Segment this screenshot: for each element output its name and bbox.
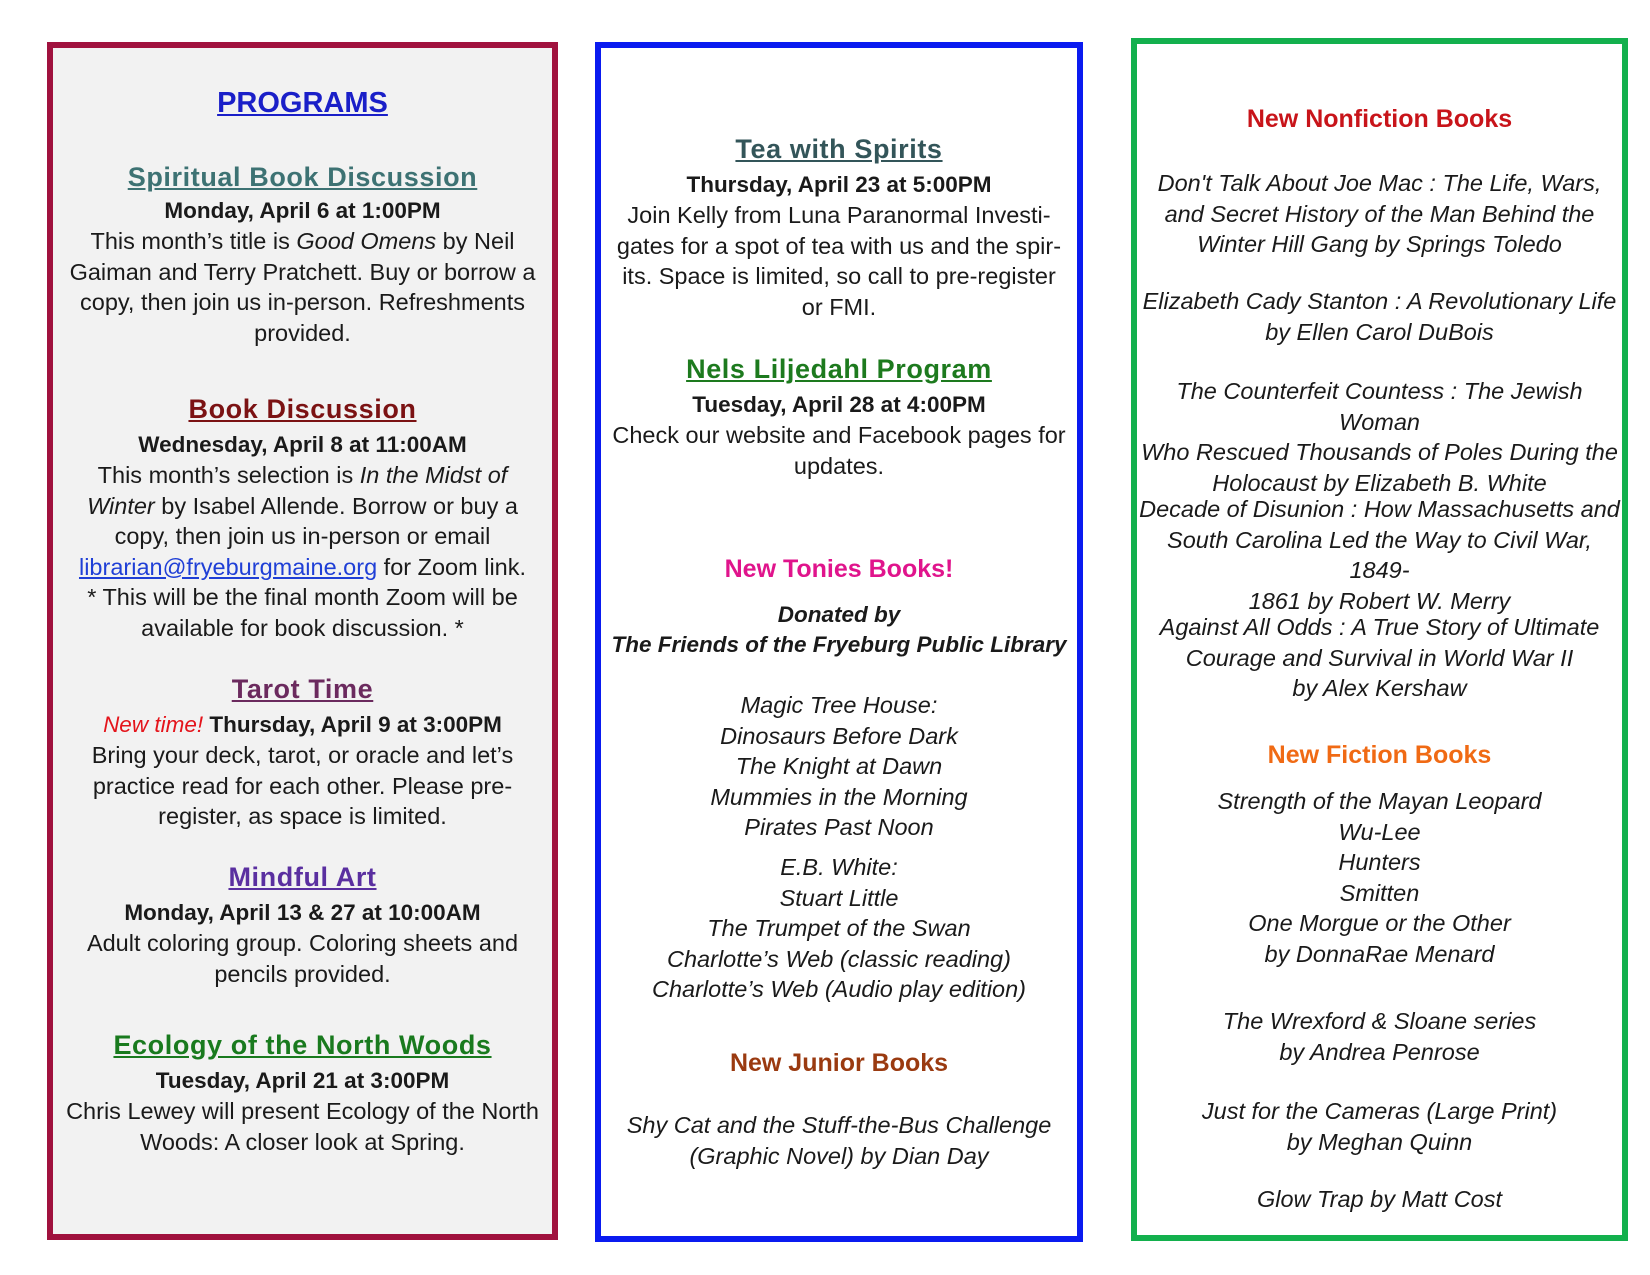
mindful-art-date: Monday, April 13 & 27 at 10:00AM: [124, 900, 481, 925]
tarot-heading: Tarot Time: [231, 674, 374, 704]
tarot-description: Bring your deck, tarot, or oracle and let’s practice read for each other. Please pre-register, as space is limited.: [91, 742, 514, 829]
nonfiction-book: [1137, 286, 1622, 347]
books-panel: [1131, 38, 1628, 1241]
list-item: Pirates Past Noon: [744, 814, 934, 840]
spiritual-heading: Spiritual Book Discussion: [127, 162, 478, 192]
junior-heading: New Junior Books: [729, 1049, 949, 1077]
book-line: 1861 by Robert W. Merry: [1248, 587, 1511, 614]
zoom-note: * This will be the final month Zoom will be available for book discussion. *: [87, 584, 518, 641]
mindful-art-heading: Mindful Art: [228, 862, 377, 892]
book-line: by Ellen Carol DuBois: [1265, 318, 1494, 345]
nels-date: Tuesday, April 28 at 4:00PM: [692, 392, 986, 417]
spiritual-book-title: Good Omens: [296, 228, 437, 254]
book-discussion-date: Wednesday, April 8 at 11:00AM: [138, 432, 467, 457]
book-text-after: by Isabel Allende. Borrow or buy a copy, then join us in-person or email: [114, 492, 518, 549]
nonfiction-heading: New Nonfiction Books: [1246, 105, 1513, 133]
tea-date: Thursday, April 23 at 5:00PM: [686, 172, 992, 197]
list-item: Hunters: [1338, 849, 1421, 875]
list-item: Stuart Little: [779, 884, 899, 911]
tea-description: Join Kelly from Luna Paranormal Investi-gates for a spot of tea with us and the spir-its. Space is limited, so call to pre-register or FMI.: [616, 202, 1062, 320]
nonfiction-book: [1137, 612, 1622, 704]
magic-tree-house-label: Magic Tree House:: [740, 692, 938, 718]
donated-by: Donated by: [777, 602, 901, 627]
tarot-date: [53, 710, 552, 740]
list-item: The Knight at Dawn: [735, 753, 943, 779]
book-line: Don't Talk About Joe Mac : The Life, Wars,: [1157, 170, 1602, 196]
eb-white-list: [601, 852, 1077, 1005]
tonies-heading: New Tonies Books!: [724, 555, 954, 583]
ecology-date: Tuesday, April 21 at 3:00PM: [155, 1068, 450, 1093]
librarian-email-link[interactable]: librarian@fryeburgmaine.org: [78, 553, 378, 580]
nonfiction-book: [1137, 376, 1622, 498]
list-item: by Andrea Penrose: [1279, 1038, 1480, 1065]
book-line: Winter Hill Gang by Springs Toledo: [1197, 231, 1562, 257]
tarot-date-text: Thursday, April 9 at 3:00PM: [203, 712, 502, 737]
tea-heading: Tea with Spirits: [735, 134, 943, 164]
book-discussion-description: [53, 460, 552, 643]
ecology-description: Chris Lewey will present Ecology of the North Woods: A closer look at Spring.: [66, 1098, 539, 1155]
list-item: Charlotte’s Web (classic reading): [667, 945, 1011, 972]
fiction-list: [1137, 786, 1622, 969]
nels-heading: Nels Liljedahl Program: [686, 354, 992, 384]
junior-book-line: (Graphic Novel) by Dian Day: [689, 1142, 989, 1169]
spiritual-date: Monday, April 6 at 1:00PM: [164, 198, 441, 223]
list-item: Smitten: [1339, 879, 1420, 906]
nels-description: Check our website and Facebook pages for updates.: [612, 422, 1066, 479]
ecology-heading: Ecology of the North Woods: [113, 1030, 492, 1060]
book-line: South Carolina Led the Way to Civil War, 1849-: [1167, 526, 1592, 583]
list-item: The Wrexford & Sloane series: [1222, 1008, 1537, 1034]
programs-panel: [47, 42, 558, 1240]
fiction-list: [1137, 1184, 1622, 1215]
book-line: Holocaust by Elizabeth B. White: [1212, 469, 1547, 496]
fiction-list: [1137, 1096, 1622, 1157]
book-line: Decade of Disunion : How Massachusetts and: [1139, 496, 1620, 522]
list-item: Just for the Cameras (Large Print): [1201, 1098, 1558, 1124]
book-text-end: for Zoom link.: [377, 553, 527, 580]
book-line: and Secret History of the Man Behind the: [1164, 200, 1595, 227]
list-item: by DonnaRae Menard: [1264, 940, 1495, 967]
fiction-list: [1137, 1006, 1622, 1067]
book-line: The Counterfeit Countess : The Jewish Woman: [1176, 378, 1583, 435]
spiritual-text: This month’s title is: [90, 228, 297, 254]
new-time-label: New time!: [103, 712, 204, 737]
junior-book: [601, 1110, 1077, 1171]
spiritual-description: [53, 226, 552, 348]
list-item: Strength of the Mayan Leopard: [1217, 788, 1542, 814]
book-text: This month’s selection is: [97, 462, 360, 488]
book-line: Who Rescued Thousands of Poles During the: [1141, 439, 1618, 465]
junior-book-line: Shy Cat and the Stuff-the-Bus Challenge: [626, 1112, 1052, 1138]
list-item: Dinosaurs Before Dark: [720, 722, 958, 749]
fiction-heading: New Fiction Books: [1267, 741, 1492, 769]
eb-white-label: E.B. White:: [780, 854, 898, 880]
programs-title: PROGRAMS: [217, 87, 388, 119]
book-line: by Alex Kershaw: [1292, 675, 1467, 701]
nonfiction-book: [1137, 494, 1622, 616]
magic-tree-house-list: [601, 690, 1077, 843]
list-item: Charlotte’s Web (Audio play edition): [651, 976, 1027, 1002]
list-item: Wu-Lee: [1338, 818, 1421, 845]
mindful-art-description: Adult coloring group. Coloring sheets and pencils provided.: [86, 930, 519, 987]
book-discussion-heading: Book Discussion: [188, 394, 417, 424]
book-line: Against All Odds : A True Story of Ultimate: [1159, 614, 1600, 640]
book-title: In the Midst of Winter: [87, 462, 508, 519]
list-item: Mummies in the Morning: [710, 783, 968, 810]
middle-panel: [595, 42, 1083, 1242]
list-item: The Trumpet of the Swan: [707, 915, 971, 941]
book-line: Elizabeth Cady Stanton : A Revolutionary Life: [1142, 288, 1617, 314]
list-item: by Meghan Quinn: [1286, 1128, 1473, 1155]
list-item: Glow Trap by Matt Cost: [1256, 1186, 1503, 1212]
spiritual-text-after: by Neil Gaiman and Terry Pratchett. Buy or borrow a copy, then join us in-person. Refreshments provided.: [69, 228, 536, 346]
friends-library: The Friends of the Fryeburg Public Library: [611, 632, 1067, 657]
nonfiction-book: [1137, 168, 1622, 260]
list-item: One Morgue or the Other: [1248, 910, 1511, 936]
book-line: Courage and Survival in World War II: [1185, 644, 1574, 671]
